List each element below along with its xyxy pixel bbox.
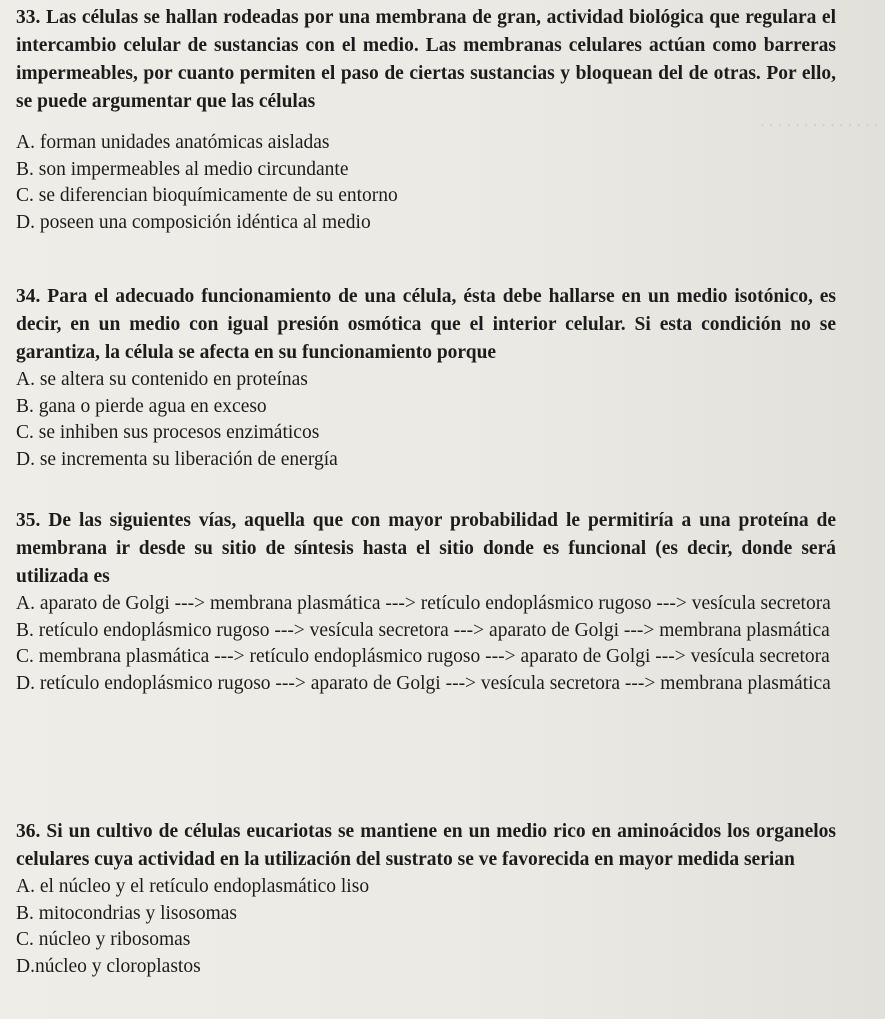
option-c[interactable]: C. membrana plasmática ---> retículo endoplásmico rugoso ---> aparato de Golgi ---> vesícula secretora: [16, 646, 830, 668]
option-d[interactable]: D.núcleo y cloroplastos: [16, 955, 201, 977]
options-list: [16, 591, 836, 697]
options-list: [16, 874, 836, 980]
question-36: [16, 818, 836, 980]
question-stem: 36. Si un cultivo de células eucariotas se mantiene en un medio rico en aminoácidos los organelos celulares cuya actividad en la utilización del sustrato se ve favorecida en mayor medida serian: [16, 821, 836, 870]
option-b[interactable]: B. retículo endoplásmico rugoso ---> vesícula secretora ---> aparato de Golgi ---> membrana plasmática: [16, 619, 830, 641]
question-stem: 35. De las siguientes vías, aquella que con mayor probabilidad le permitiría a una proteína de membrana ir desde su sitio de síntesis hasta el sitio donde es funcional (es decir, donde será utilizada es: [16, 510, 836, 587]
question-stem: 34. Para el adecuado funcionamiento de una célula, ésta debe hallarse en un medio isotónico, es decir, en un medio con igual presión osmótica que el interior celular. Si esta condición no se garantiza, la célula se afecta en su funcionamiento porque: [16, 286, 837, 363]
option-a[interactable]: A. aparato de Golgi ---> membrana plasmática ---> retículo endoplásmico rugoso ---> vesícula secretora: [16, 593, 831, 614]
option-c[interactable]: C. se diferencian bioquímicamente de su entorno: [16, 185, 398, 206]
option-b[interactable]: B. son impermeables al medio circundante: [16, 158, 349, 180]
question-34: [16, 283, 836, 473]
option-a[interactable]: A. el núcleo y el retículo endoplasmático liso: [16, 876, 370, 897]
option-d[interactable]: D. poseen una composición idéntica al medio: [16, 211, 371, 233]
option-b[interactable]: B. gana o pierde agua en exceso: [16, 395, 267, 417]
option-d[interactable]: D. se incrementa su liberación de energía: [16, 448, 338, 470]
option-a[interactable]: A. forman unidades anatómicas aisladas: [16, 132, 330, 153]
question-stem: 33. Las células se hallan rodeadas por una membrana de gran, actividad biológica que regulara el intercambio celular de sustancias con el medio. Las membranas celulares actúan como barreras impermeables, por cuanto permiten el paso de ciertas sustancias y bloquean del de otras. Por ello, se puede argumentar que las células: [16, 7, 837, 112]
option-c[interactable]: C. núcleo y ribosomas: [16, 929, 191, 950]
question-33: [16, 4, 836, 236]
question-35: [16, 507, 836, 697]
option-b[interactable]: B. mitocondrias y lisosomas: [16, 902, 237, 924]
option-c[interactable]: C. se inhiben sus procesos enzimáticos: [16, 422, 320, 443]
option-a[interactable]: A. se altera su contenido en proteínas: [16, 369, 308, 390]
options-list: [16, 367, 836, 473]
options-list: [16, 130, 836, 236]
bleed-through-texture: · · · · · · · · · · · · · ·: [760, 118, 879, 134]
option-d[interactable]: D. retículo endoplásmico rugoso ---> aparato de Golgi ---> vesícula secretora ---> membrana plasmática: [16, 672, 831, 694]
